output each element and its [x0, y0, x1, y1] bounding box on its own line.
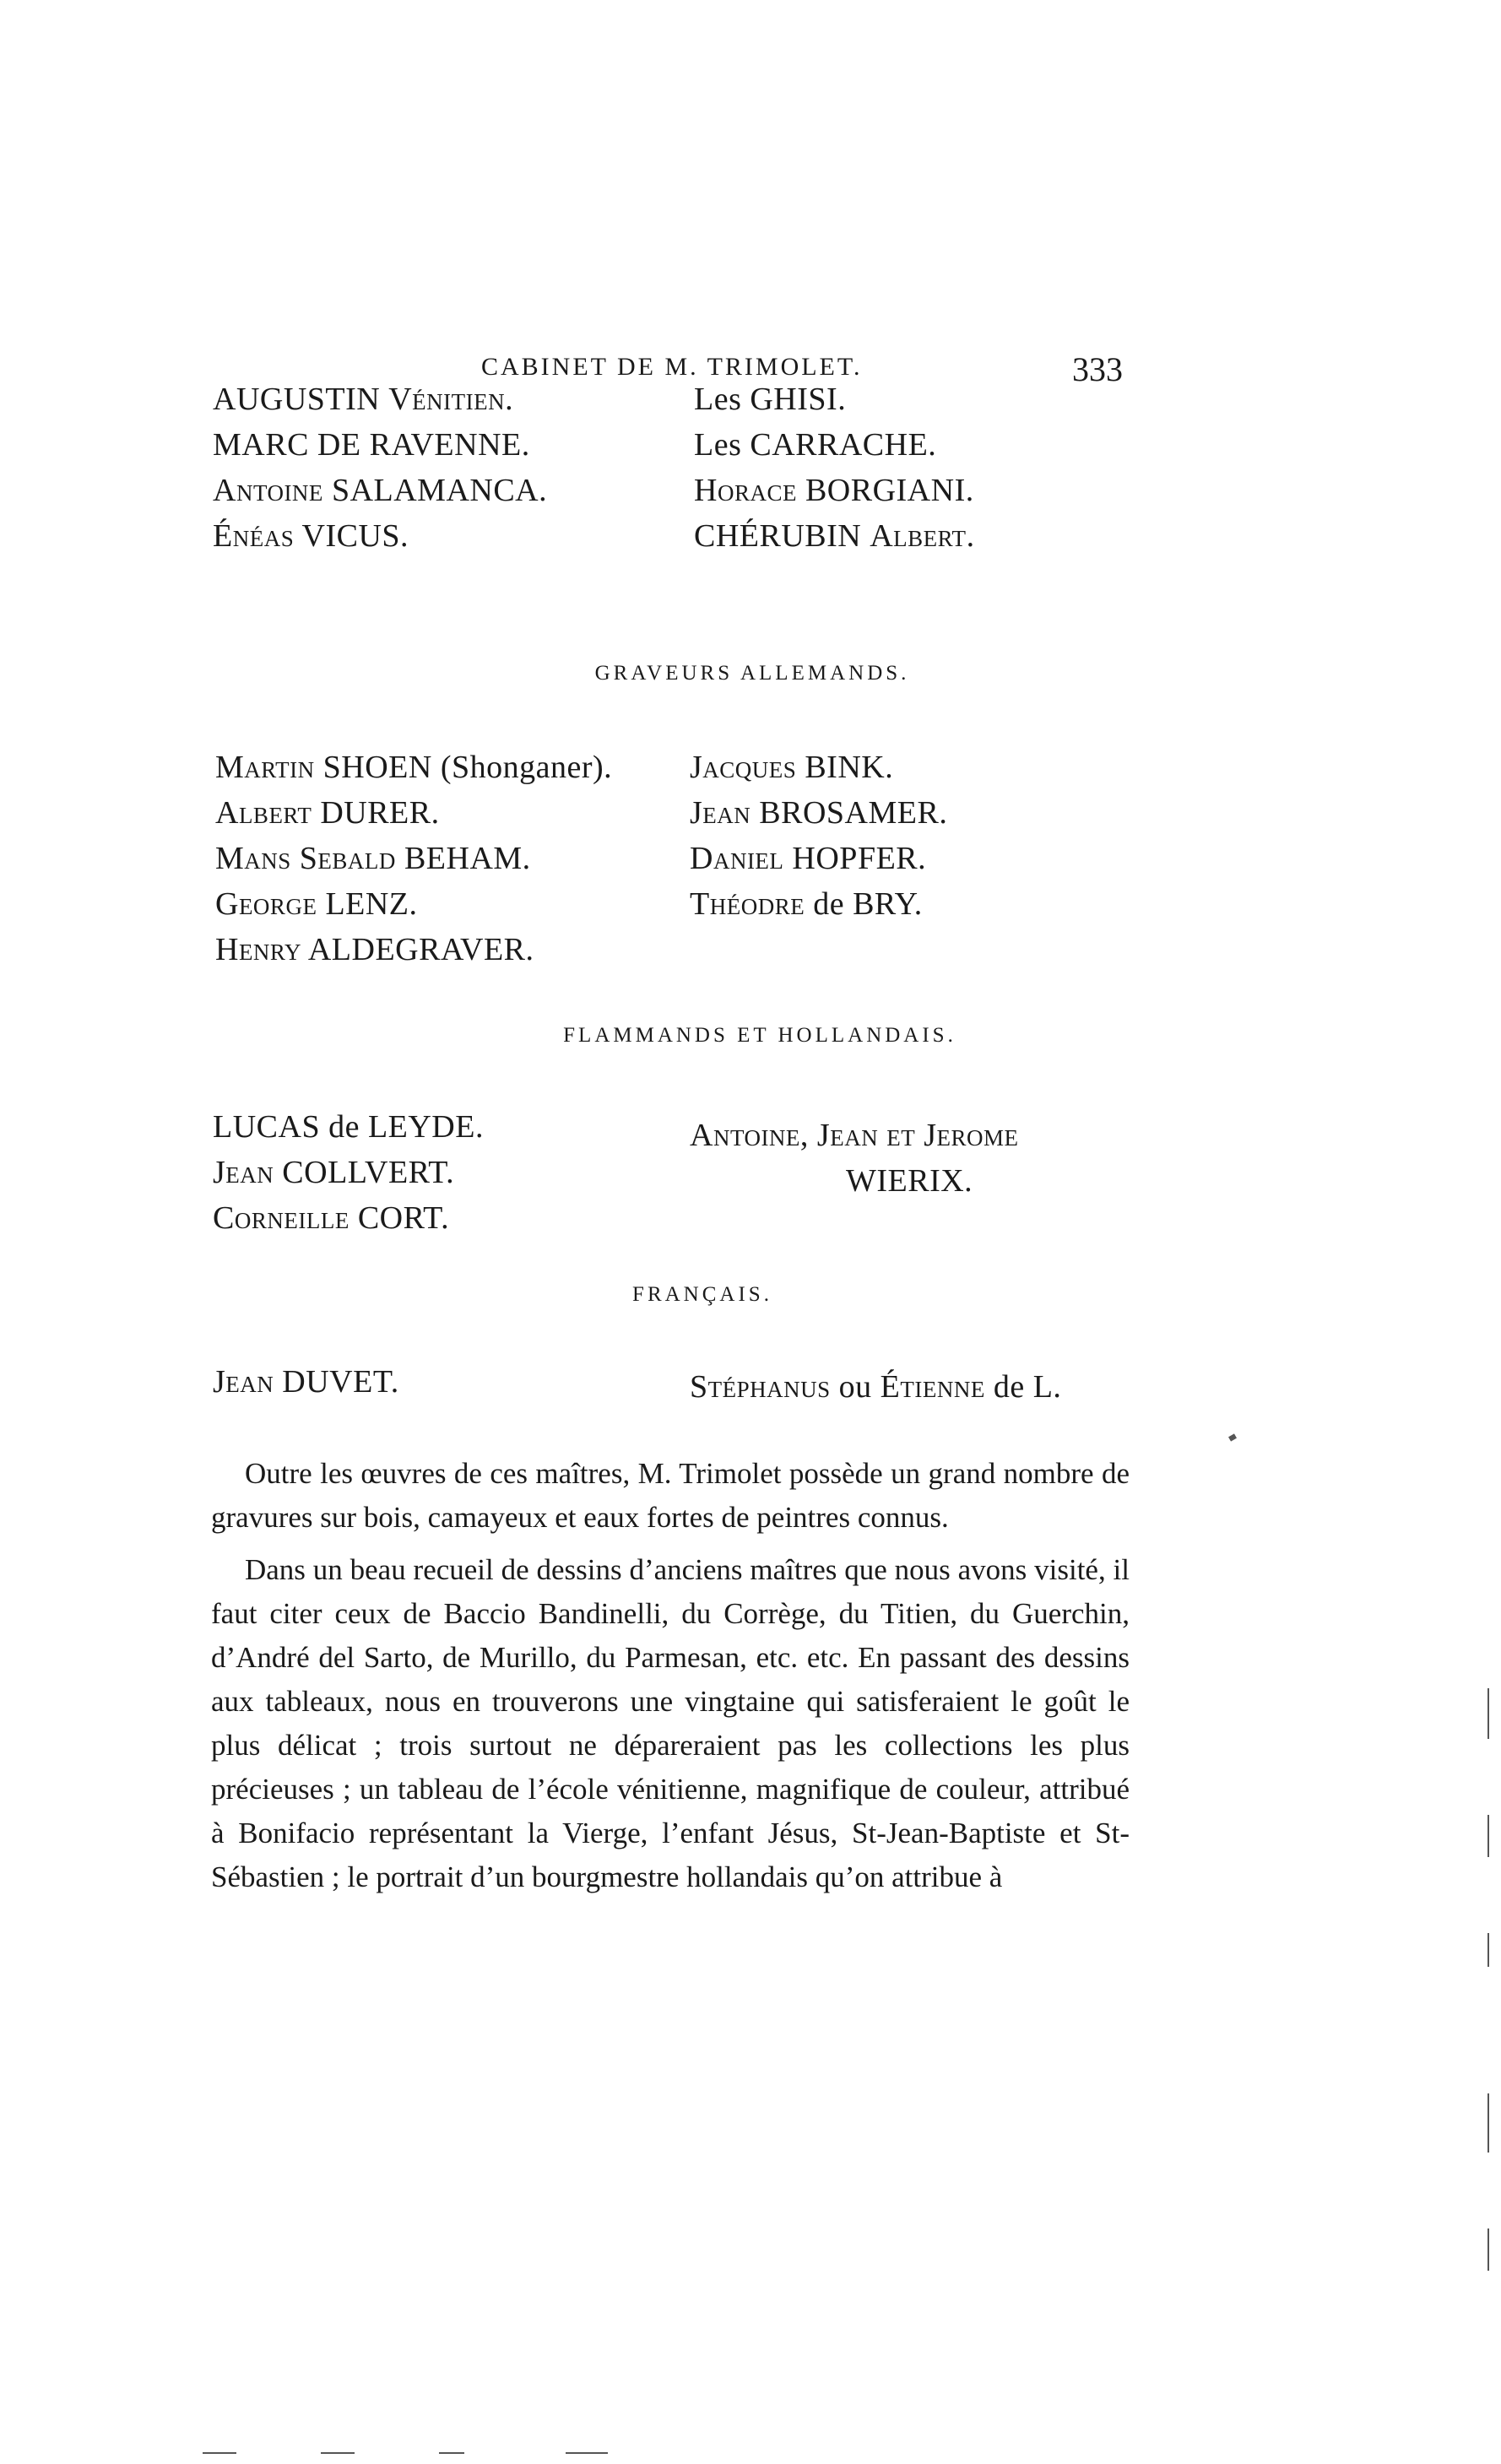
name-entry: Antoine SALAMANCA.	[213, 473, 548, 508]
section-title-german: GRAVEURS ALLEMANDS.	[594, 662, 910, 685]
name-entry: Albert DURER.	[215, 795, 440, 831]
scan-artifact	[1487, 1933, 1489, 1967]
name-entry: LUCAS de LEYDE.	[213, 1109, 484, 1145]
name-entry: Stéphanus ou Étienne de L.	[690, 1369, 1062, 1405]
name-entry: Jean DUVET.	[213, 1364, 399, 1400]
body-text	[211, 1452, 1130, 1908]
italian-names-left	[213, 376, 547, 559]
flemish-names-right	[690, 1113, 1018, 1204]
scan-artifact	[321, 2452, 355, 2454]
name-entry: CHÉRUBIN Albert.	[694, 518, 975, 554]
name-entry: AUGUSTIN Vénitien.	[213, 382, 514, 417]
name-entry: Jacques BINK.	[690, 750, 894, 785]
name-entry: Théodre de BRY.	[690, 886, 923, 922]
name-entry: WIERIX.	[846, 1163, 973, 1199]
section-title-flemish: FLAMMANDS ET HOLLANDAIS.	[563, 1024, 956, 1047]
name-entry: Henry ALDEGRAVER.	[215, 932, 534, 967]
flemish-names-left	[213, 1104, 484, 1241]
paragraph: Dans un beau recueil de dessins d’anciens maîtres que nous avons visité, il faut citer ceux de Baccio Bandinelli, du Corrège, du Titien, du Guerchin, d’André del Sarto, de Murillo, du Parmesan, etc. etc. En passant des dessins aux tableaux, nous en trouverons une vingtaine qui satisferaient le goût le plus délicat ; trois surtout ne dépareraient pas les collections les plus précieuses ; un tableau de l’école vénitienne, magnifique de couleur, attribué à Bonifacio représentant la Vierge, l’enfant Jésus, St-Jean-Baptiste et St-Sébastien ; le portrait d’un bourgmestre hollandais qu’on attribue à	[211, 1553, 1130, 1893]
german-names-left	[215, 745, 612, 972]
scan-artifact	[1487, 1688, 1489, 1739]
french-names-left	[213, 1359, 399, 1405]
italian-names-right	[694, 376, 975, 559]
running-head: CABINET DE M. TRIMOLET.	[481, 353, 863, 381]
paragraph: Outre les œuvres de ces maîtres, M. Trimolet possède un grand nombre de gravures sur bois, camayeux et eaux fortes de peintres connus.	[211, 1457, 1130, 1534]
name-entry: Énéas VICUS.	[213, 518, 409, 554]
name-entry: Horace BORGIANI.	[694, 473, 974, 508]
name-entry: Corneille CORT.	[213, 1200, 450, 1236]
name-entry: MARC DE RAVENNE.	[213, 427, 530, 463]
name-entry: Antoine, Jean et Jerome	[690, 1118, 1019, 1153]
name-entry: Daniel HOPFER.	[690, 841, 927, 876]
scan-artifact	[203, 2452, 236, 2454]
french-names-right	[690, 1364, 1061, 1410]
scan-artifact	[439, 2452, 464, 2454]
scan-artifact	[1228, 1433, 1237, 1441]
name-entry: George LENZ.	[215, 886, 418, 922]
page-number: 333	[1072, 350, 1123, 388]
scan-artifact	[566, 2452, 608, 2454]
name-entry: Les GHISI.	[694, 382, 847, 417]
name-entry: Les CARRACHE.	[694, 427, 937, 463]
section-title-french: FRANÇAIS.	[632, 1283, 772, 1306]
name-entry: Mans Sebald BEHAM.	[215, 841, 531, 876]
scan-artifact	[1487, 2228, 1489, 2271]
scan-artifact	[1487, 2093, 1489, 2153]
name-entry: Jean BROSAMER.	[690, 795, 948, 831]
scan-artifact	[1487, 1815, 1489, 1857]
german-names-right	[690, 745, 947, 927]
name-entry: Martin SHOEN (Shonganer).	[215, 750, 613, 785]
name-entry: Jean COLLVERT.	[213, 1155, 455, 1190]
